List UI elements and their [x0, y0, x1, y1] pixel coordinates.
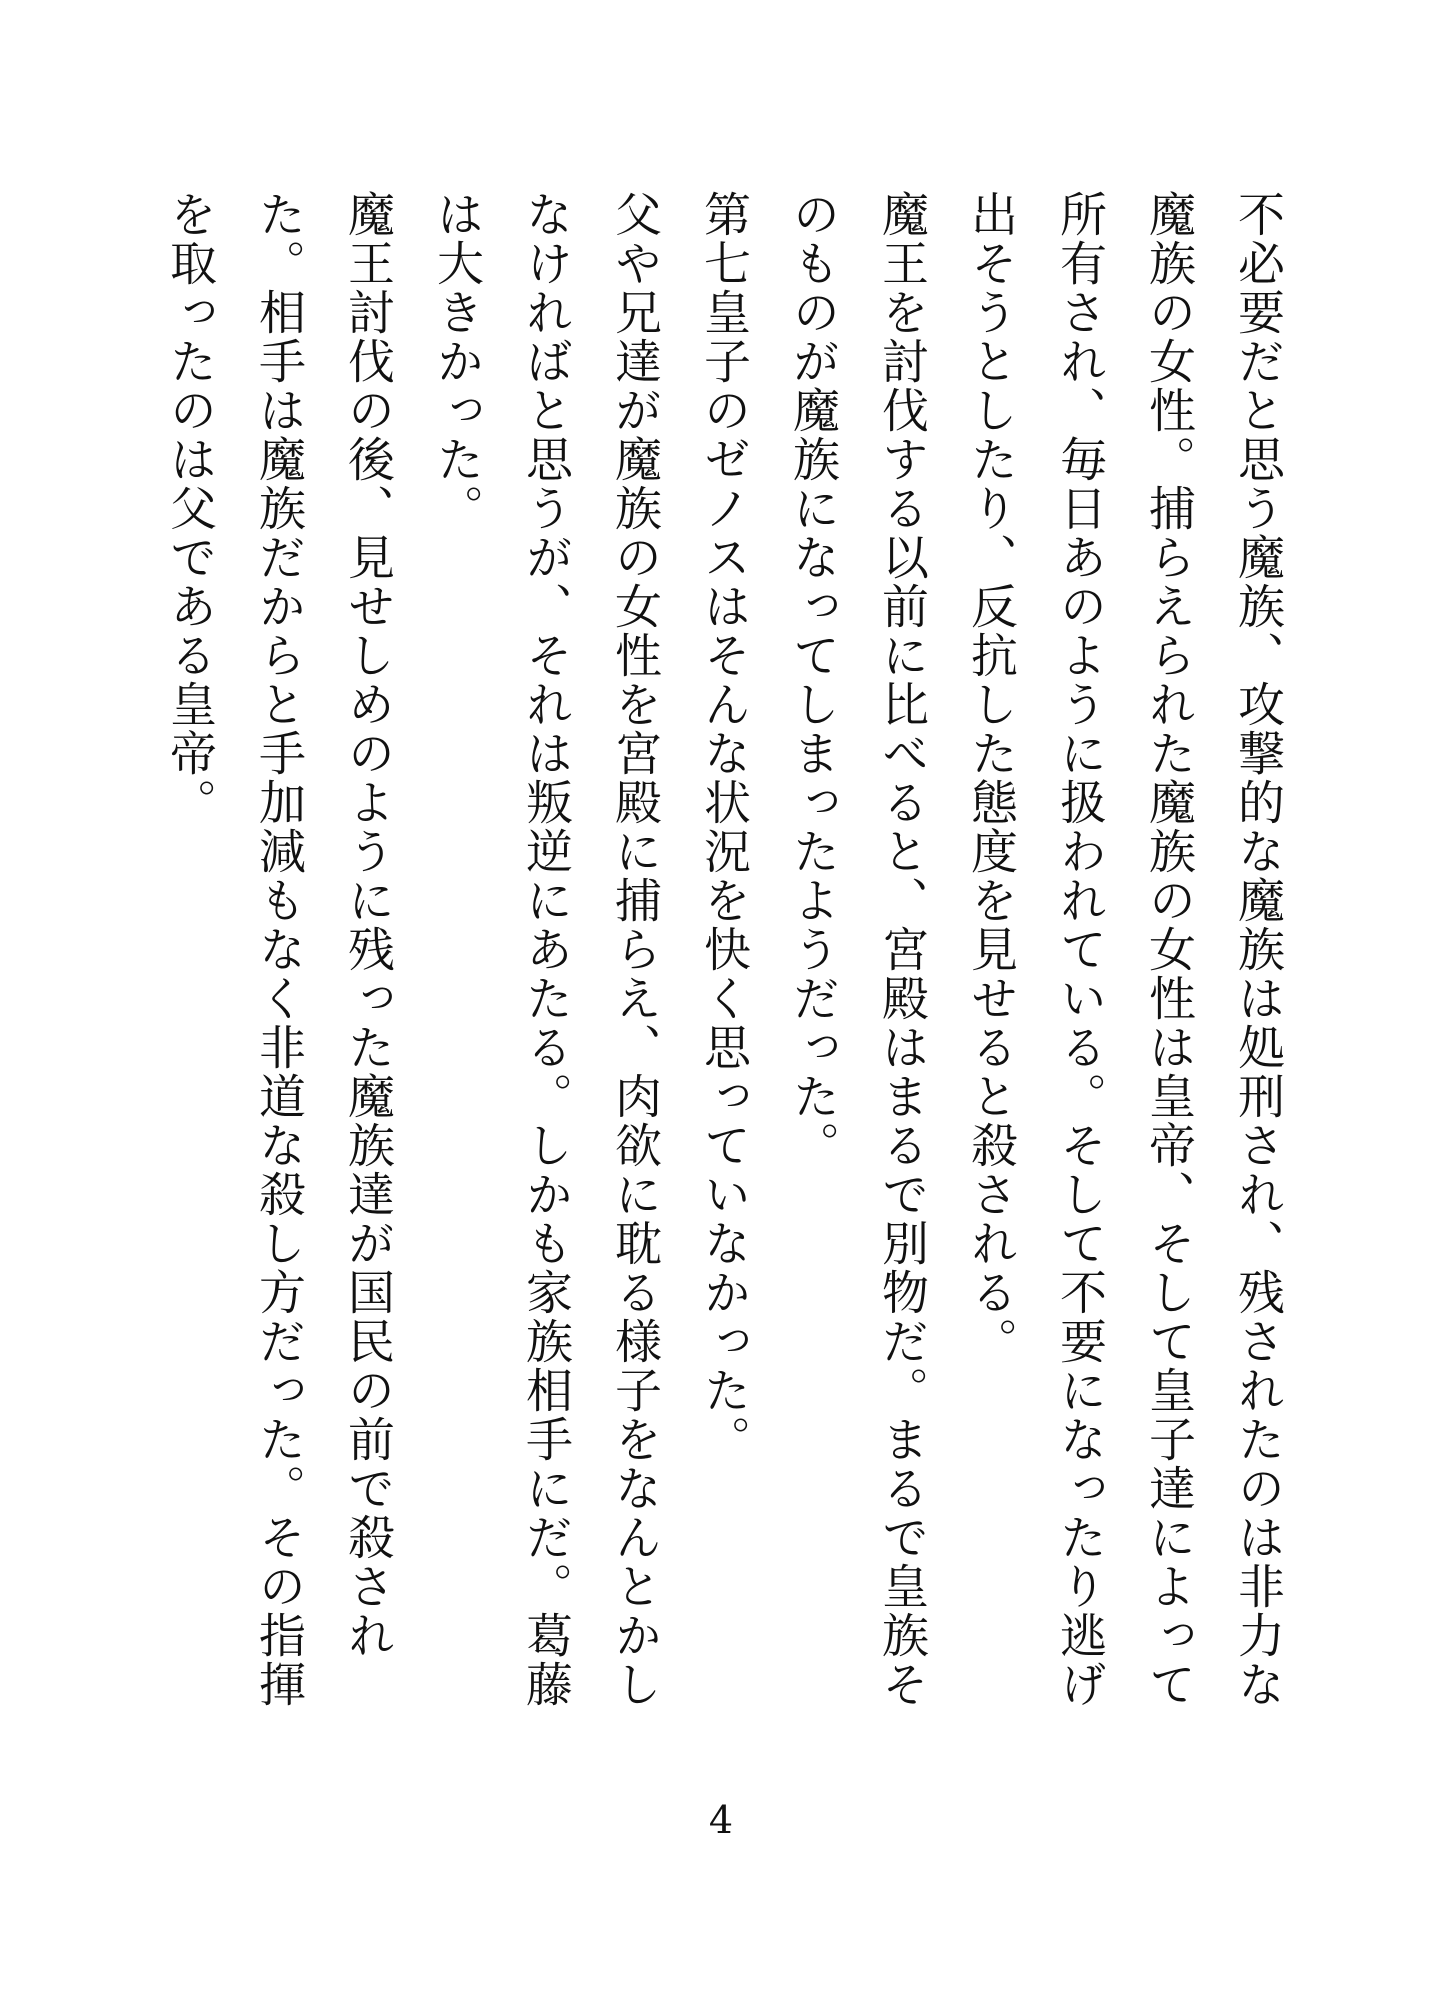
paragraph: 第七皇子のゼノスはそんな状況を快く思っていなかった。	[696, 190, 751, 1464]
paragraph: 魔王を討伐する以前に比べると、宮殿はまるで別物だ。まるで皇族そのものが魔族になってしまったようだった。	[785, 190, 929, 1709]
paragraph: 魔王討伐の後、見せしめのように残った魔族達が国民の前で殺された。相手は魔族だからと手加減もなく非道な殺し方だった。その指揮を取ったのは父である皇帝。	[162, 190, 395, 1709]
page-number: 4	[708, 1798, 734, 1842]
paragraph: 父や兄達が魔族の女性を宮殿に捕らえ、肉欲に耽る様子をなんとかしなければと思うが、それは叛逆にあたる。しかも家族相手にだ。葛藤は大きかった。	[429, 190, 662, 1709]
paragraph: 不必要だと思う魔族、攻撃的な魔族は処刑され、残されたのは非力な魔族の女性。捕らえられた魔族の女性は皇帝、そして皇子達によって所有され、毎日あのように扱われている。そして不要になったり逃げ出そうとしたり、反抗した態度を見せると殺される。	[963, 190, 1285, 1709]
vertical-body-text	[142, 190, 1302, 1750]
